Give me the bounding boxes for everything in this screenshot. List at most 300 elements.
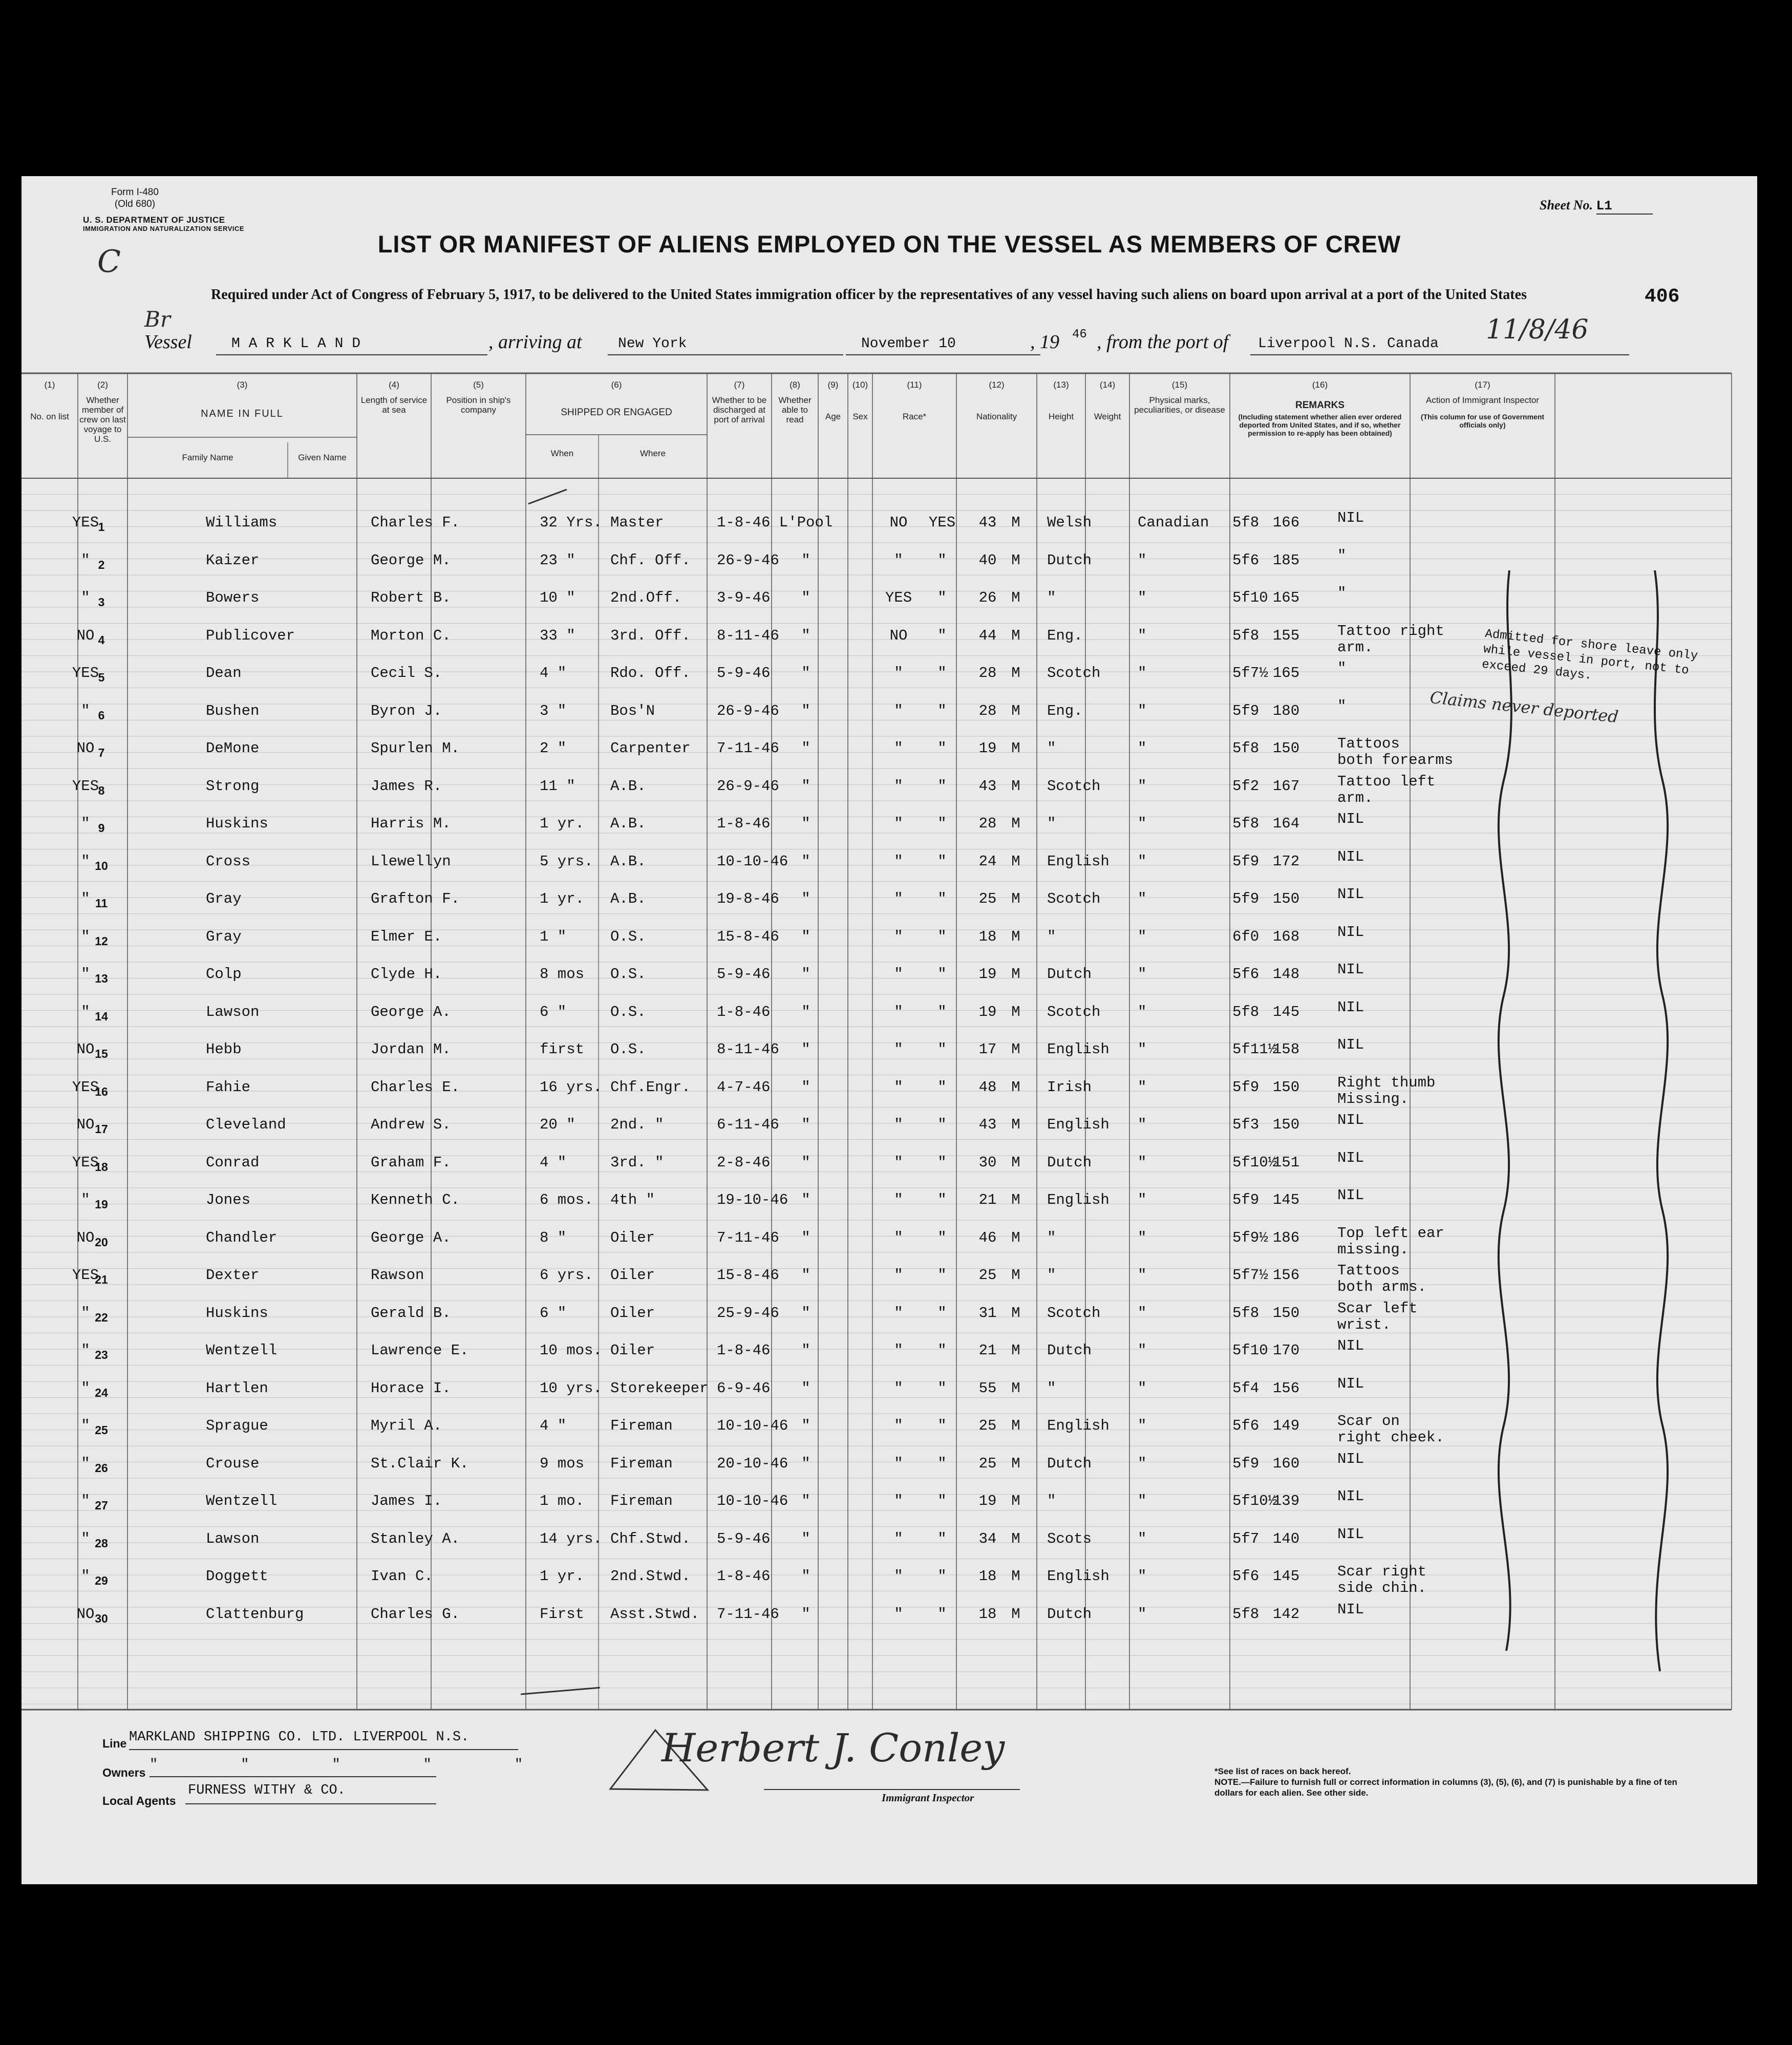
cell-given: Kenneth C.: [371, 1191, 460, 1208]
cell-position: A.B.: [610, 777, 646, 795]
cell-position: Carpenter: [610, 740, 691, 757]
row-number: 14: [95, 1009, 108, 1023]
cell-race: ": [1047, 815, 1056, 832]
cell-prev: YES: [72, 514, 99, 531]
cell-sex: M: [1011, 514, 1020, 531]
cell-where: ": [801, 740, 810, 757]
cell-where: L'Pool: [779, 514, 833, 531]
cell-race: English: [1047, 1116, 1110, 1133]
cell-marks: Tattoo right arm.: [1337, 622, 1444, 656]
cell-marks: NIL: [1337, 1112, 1364, 1128]
cell-sex: M: [1011, 1116, 1020, 1133]
cell-nat: ": [1138, 1154, 1147, 1171]
remarks-stamp: Admitted for shore leave only while vessel in port, not to exceed 29 days.: [1481, 627, 1699, 684]
form-number: Form I-480: [111, 187, 159, 198]
cell-nat: ": [1138, 1267, 1147, 1284]
cell-age: 25: [978, 1267, 997, 1284]
cell-read: ": [937, 1379, 947, 1397]
cell-nat: ": [1138, 1229, 1147, 1246]
cell-service: First: [540, 1605, 585, 1623]
cell-family: Dean: [206, 665, 242, 681]
cell-race: Scotch: [1047, 665, 1101, 681]
owners-label: Owners: [102, 1766, 146, 1779]
cell-service: 6 ": [540, 1304, 567, 1322]
cell-position: O.S.: [610, 928, 646, 945]
cell-when: 25-9-46: [717, 1304, 779, 1322]
cell-disch: ": [894, 1530, 903, 1547]
cell-race: English: [1047, 1041, 1110, 1058]
cell-race: ": [1047, 1379, 1056, 1397]
cell-read: ": [937, 1493, 947, 1509]
cell-sex: M: [1011, 1455, 1020, 1472]
row-number: 8: [98, 783, 105, 797]
cell-sex: M: [1011, 551, 1020, 569]
cell-where: ": [801, 890, 810, 907]
cell-marks: Scar on right cheek.: [1337, 1413, 1444, 1446]
cell-marks: NIL: [1337, 923, 1364, 941]
cell-service: 16 yrs.: [540, 1078, 602, 1096]
cell-age: 43: [978, 777, 997, 795]
cell-weight: 150: [1272, 1304, 1300, 1322]
cell-service: 14 yrs.: [540, 1530, 602, 1547]
cell-age: 19: [978, 966, 997, 983]
races-note: *See list of races on back hereof.: [1214, 1766, 1351, 1776]
cell-height: 5f6: [1232, 966, 1260, 983]
year-suffix: 46: [1072, 328, 1087, 342]
cell-disch: ": [894, 1342, 903, 1359]
cell-disch: ": [894, 740, 903, 757]
cell-service: 6 ": [540, 1003, 567, 1020]
cell-disch: ": [894, 815, 903, 832]
cell-race: English: [1047, 1191, 1110, 1208]
cell-race: Dutch: [1047, 1455, 1092, 1472]
cell-position: Fireman: [610, 1455, 673, 1472]
cell-race: ": [1047, 589, 1056, 606]
cell-disch: ": [894, 1003, 903, 1020]
cell-service: 1 yr.: [540, 1568, 585, 1585]
row-number: 4: [98, 633, 105, 647]
cell-position: 2nd.Off.: [610, 589, 682, 606]
cell-height: 5f8: [1232, 1003, 1260, 1020]
remarks-handwritten: Claims never deported: [1429, 687, 1619, 727]
cell-where: ": [801, 1116, 810, 1133]
cell-given: Graham F.: [371, 1154, 451, 1171]
col-weight-header-num: (14): [1099, 380, 1116, 390]
col-when-header: When: [550, 449, 574, 458]
cell-read: ": [937, 1530, 947, 1547]
cell-service: 8 ": [540, 1229, 567, 1246]
cell-age: 43: [978, 514, 997, 531]
cell-weight: 186: [1272, 1229, 1300, 1246]
cell-given: Llewellyn: [371, 853, 451, 870]
arrival-date: November 10: [861, 336, 956, 352]
cell-service: first: [540, 1041, 585, 1058]
cell-where: ": [801, 1003, 810, 1020]
cell-disch: ": [894, 1041, 903, 1058]
cell-read: YES: [928, 514, 956, 531]
row-number: 27: [95, 1499, 108, 1512]
col-no-header-num: (1): [44, 380, 55, 390]
cell-prev: ": [81, 1417, 90, 1434]
cell-nat: ": [1138, 1605, 1147, 1623]
cell-service: 10 yrs.: [540, 1379, 602, 1397]
stamp-number: 406: [1645, 286, 1680, 308]
cell-prev: ": [81, 1493, 90, 1509]
cell-when: 10-10-46: [717, 1493, 788, 1509]
cell-where: ": [801, 1342, 810, 1359]
cell-read: ": [937, 1267, 947, 1284]
cell-weight: 151: [1272, 1154, 1300, 1171]
cell-where: ": [801, 966, 810, 983]
cell-where: ": [801, 1267, 810, 1284]
cell-position: 2nd. ": [610, 1116, 664, 1133]
col-height-header-num: (13): [1053, 380, 1069, 390]
cell-service: 4 ": [540, 1417, 567, 1434]
col-name-num: (3): [237, 380, 248, 390]
cell-family: Gray: [206, 890, 242, 907]
cell-marks: Scar right side chin.: [1337, 1563, 1427, 1596]
cell-weight: 164: [1272, 815, 1300, 832]
cell-sex: M: [1011, 1568, 1020, 1585]
cell-race: ": [1047, 740, 1056, 757]
cell-family: Conrad: [206, 1154, 260, 1171]
cell-race: Eng.: [1047, 702, 1083, 719]
cell-service: 32 Yrs.: [540, 514, 602, 531]
cell-read: ": [937, 1041, 947, 1058]
cell-given: George A.: [371, 1003, 451, 1020]
cell-race: English: [1047, 853, 1110, 870]
cell-when: 1-8-46: [717, 1342, 771, 1359]
cell-family: Lawson: [206, 1003, 260, 1020]
cell-height: 5f6: [1232, 1417, 1260, 1434]
sheet-label: Sheet No.: [1540, 198, 1593, 212]
cell-family: Lawson: [206, 1530, 260, 1547]
cell-weight: 145: [1272, 1003, 1300, 1020]
cell-read: ": [937, 551, 947, 569]
cell-family: Chandler: [206, 1229, 278, 1246]
cell-when: 19-8-46: [717, 890, 779, 907]
page-title: LIST OR MANIFEST OF ALIENS EMPLOYED ON THE VESSEL AS MEMBERS OF CREW: [377, 230, 1401, 258]
cell-age: 19: [978, 740, 997, 757]
cell-read: ": [937, 1078, 947, 1096]
cell-prev: NO: [76, 1116, 95, 1133]
cell-read: ": [937, 928, 947, 945]
cell-nat: ": [1138, 551, 1147, 569]
cell-height: 5f10½: [1232, 1154, 1277, 1171]
cell-position: 3rd. ": [610, 1154, 664, 1171]
cell-height: 5f2: [1232, 777, 1260, 795]
cell-where: ": [801, 777, 810, 795]
cell-race: Scotch: [1047, 1304, 1101, 1322]
cell-read: ": [937, 1191, 947, 1208]
cell-prev: NO: [76, 740, 95, 757]
row-number: 30: [95, 1611, 108, 1625]
cell-sex: M: [1011, 1379, 1020, 1397]
cell-service: 4 ": [540, 665, 567, 681]
cell-disch: YES: [885, 589, 912, 606]
from-port: Liverpool N.S. Canada: [1258, 336, 1439, 352]
cell-marks: NIL: [1337, 848, 1364, 865]
cell-nat: Canadian: [1138, 514, 1209, 531]
cell-race: Dutch: [1047, 966, 1092, 983]
cell-sex: M: [1011, 1304, 1020, 1322]
cell-when: 4-7-46: [717, 1078, 771, 1096]
cell-sex: M: [1011, 928, 1020, 945]
cell-family: Strong: [206, 777, 260, 795]
col-read-header-label: Whether able to read: [778, 395, 812, 424]
hand-date: 11/8/46: [1486, 314, 1589, 345]
cell-read: ": [937, 1154, 947, 1171]
cell-given: Lawrence E.: [371, 1342, 469, 1359]
col-age-header-label: Age: [825, 412, 841, 421]
cell-sex: M: [1011, 589, 1020, 606]
cell-disch: NO: [889, 627, 908, 644]
cell-age: 28: [978, 702, 997, 719]
cell-marks: Tattoo left arm.: [1337, 773, 1436, 806]
cell-given: Grafton F.: [371, 890, 460, 907]
arrival-port: New York: [618, 336, 687, 352]
cell-prev: YES: [72, 1154, 99, 1171]
cell-height: 5f10: [1232, 589, 1268, 606]
cell-nat: ": [1138, 1493, 1147, 1509]
col-position-header-label: Position in ship's company: [446, 395, 511, 415]
cell-race: Scotch: [1047, 777, 1101, 795]
cell-nat: ": [1138, 1417, 1147, 1434]
cell-family: Kaizer: [206, 551, 260, 569]
col-no-header-label: No. on list: [30, 412, 69, 421]
cell-when: 19-10-46: [717, 1191, 788, 1208]
cell-height: 5f9: [1232, 1078, 1260, 1096]
cell-position: A.B.: [610, 890, 646, 907]
cell-weight: 156: [1272, 1379, 1300, 1397]
cell-height: 5f9: [1232, 702, 1260, 719]
cell-marks: NIL: [1337, 998, 1364, 1016]
cell-race: English: [1047, 1417, 1110, 1434]
cell-nat: ": [1138, 815, 1147, 832]
cell-read: ": [937, 1605, 947, 1623]
col-family-header: Family Name: [182, 453, 233, 462]
cell-weight: 156: [1272, 1267, 1300, 1284]
cell-when: 26-9-46: [717, 702, 779, 719]
cell-read: ": [937, 665, 947, 681]
row-number: 15: [95, 1047, 108, 1060]
cell-weight: 140: [1272, 1530, 1300, 1547]
cell-where: ": [801, 1605, 810, 1623]
col-where-header: Where: [639, 449, 666, 458]
cell-position: Master: [610, 514, 664, 531]
cell-read: ": [937, 740, 947, 757]
cell-marks: NIL: [1337, 1337, 1364, 1354]
cell-marks: Scar left wrist.: [1337, 1300, 1418, 1333]
row-number: 19: [95, 1198, 108, 1211]
from-label: , from the port of: [1097, 331, 1229, 353]
row-number: 17: [95, 1122, 108, 1136]
cell-where: ": [801, 1078, 810, 1096]
row-number: 29: [95, 1574, 108, 1587]
cell-read: ": [937, 1229, 947, 1246]
col-nationality-header-num: (12): [989, 380, 1005, 390]
row-number: 24: [95, 1386, 108, 1399]
cell-disch: ": [894, 702, 903, 719]
col-shipped-header: SHIPPED OR ENGAGED: [561, 407, 672, 418]
cell-read: ": [937, 853, 947, 870]
cell-age: 25: [978, 1455, 997, 1472]
cell-age: 44: [978, 627, 997, 644]
row-number: 12: [95, 934, 108, 948]
cell-when: 6-11-46: [717, 1116, 779, 1133]
cell-family: Dexter: [206, 1267, 260, 1284]
page-subtitle: Required under Act of Congress of February 5, 1917, to be delivered to the United States immigration officer by the representatives of any vessel having such aliens on board upon arrival at a port of the United States: [211, 287, 1527, 303]
cell-prev: ": [81, 928, 90, 945]
cell-prev: ": [81, 853, 90, 870]
cell-race: ": [1047, 1267, 1056, 1284]
row-number: 23: [95, 1348, 108, 1361]
cell-marks: Top left ear missing.: [1337, 1224, 1444, 1258]
cell-marks: NIL: [1337, 886, 1364, 903]
cell-age: 17: [978, 1041, 997, 1058]
cell-marks: Tattoos both arms.: [1337, 1262, 1427, 1295]
cell-disch: ": [894, 928, 903, 945]
cell-service: 11 ": [540, 777, 575, 795]
cell-prev: YES: [72, 777, 99, 795]
cell-nat: ": [1138, 1116, 1147, 1133]
cell-given: Horace I.: [371, 1379, 451, 1397]
cell-height: 5f9: [1232, 890, 1260, 907]
cell-prev: ": [81, 1342, 90, 1359]
year-prefix: , 19: [1030, 331, 1059, 353]
cell-position: Fireman: [610, 1493, 673, 1509]
cell-given: St.Clair K.: [371, 1455, 469, 1472]
cell-service: 8 mos: [540, 966, 585, 983]
row-number: 18: [95, 1160, 108, 1174]
cell-race: Dutch: [1047, 1342, 1092, 1359]
cell-read: ": [937, 1417, 947, 1434]
cell-read: ": [937, 702, 947, 719]
cell-weight: 167: [1272, 777, 1300, 795]
cell-sex: M: [1011, 1493, 1020, 1509]
col-sex-header-num: (10): [852, 380, 868, 390]
cell-prev: ": [81, 966, 90, 983]
cell-marks: ": [1337, 585, 1347, 602]
cell-disch: NO: [889, 514, 908, 531]
cell-weight: 142: [1272, 1605, 1300, 1623]
cell-disch: ": [894, 966, 903, 983]
cell-family: Williams: [206, 514, 278, 531]
vessel-name: M A R K L A N D: [231, 336, 361, 352]
line-label: Line: [102, 1737, 127, 1750]
cell-position: Oiler: [610, 1304, 655, 1322]
cell-disch: ": [894, 1568, 903, 1585]
cell-height: 5f11½: [1232, 1041, 1277, 1058]
cell-service: 9 mos: [540, 1455, 585, 1472]
cell-age: 25: [978, 1417, 997, 1434]
cell-prev: ": [81, 589, 90, 606]
cell-age: 31: [978, 1304, 997, 1322]
cell-age: 40: [978, 551, 997, 569]
cell-weight: 155: [1272, 627, 1300, 644]
cell-position: 4th ": [610, 1191, 655, 1208]
cell-when: 7-11-46: [717, 740, 779, 757]
cell-position: Oiler: [610, 1229, 655, 1246]
cell-disch: ": [894, 1078, 903, 1096]
cell-race: Dutch: [1047, 1605, 1092, 1623]
cell-given: Charles E.: [371, 1078, 460, 1096]
cell-sex: M: [1011, 1191, 1020, 1208]
cell-weight: 172: [1272, 853, 1300, 870]
cell-given: George A.: [371, 1229, 451, 1246]
cell-where: ": [801, 1304, 810, 1322]
cell-when: 10-10-46: [717, 1417, 788, 1434]
cell-prev: NO: [76, 1229, 95, 1246]
cell-family: Hartlen: [206, 1379, 268, 1397]
cell-sex: M: [1011, 702, 1020, 719]
cell-age: 55: [978, 1379, 997, 1397]
cell-height: 5f9½: [1232, 1229, 1268, 1246]
cell-nat: ": [1138, 627, 1147, 644]
col-height-header-label: Height: [1048, 412, 1074, 421]
cell-sex: M: [1011, 1530, 1020, 1547]
row-number: 25: [95, 1423, 108, 1437]
cell-height: 5f10½: [1232, 1493, 1277, 1509]
cell-nat: ": [1138, 1003, 1147, 1020]
cell-age: 18: [978, 1605, 997, 1623]
cell-when: 10-10-46: [717, 853, 788, 870]
cell-marks: NIL: [1337, 1450, 1364, 1467]
cell-age: 18: [978, 928, 997, 945]
row-number: 5: [98, 671, 105, 684]
cell-given: George M.: [371, 551, 451, 569]
cell-marks: NIL: [1337, 1601, 1364, 1618]
cell-service: 4 ": [540, 1154, 567, 1171]
cell-age: 28: [978, 815, 997, 832]
cell-sex: M: [1011, 1154, 1020, 1171]
cell-given: Robert B.: [371, 589, 451, 606]
row-number: 2: [98, 558, 105, 571]
cell-position: 2nd.Stwd.: [610, 1568, 691, 1585]
cell-when: 26-9-46: [717, 777, 779, 795]
col-remarks-header-sub: (Including statement whether alien ever ordered deported from United States, and if so, whether permission to re-apply has been obtained): [1238, 413, 1402, 437]
col-remarks-header-label: REMARKS: [1295, 400, 1345, 411]
cell-service: 20 ": [540, 1116, 575, 1133]
cell-height: 5f9: [1232, 1455, 1260, 1472]
cell-given: Myril A.: [371, 1417, 442, 1434]
cell-disch: ": [894, 1379, 903, 1397]
cell-weight: 158: [1272, 1041, 1300, 1058]
cell-race: English: [1047, 1568, 1110, 1585]
cell-family: Sprague: [206, 1417, 268, 1434]
cell-read: ": [937, 627, 947, 644]
cell-sex: M: [1011, 1267, 1020, 1284]
cell-nat: ": [1138, 1191, 1147, 1208]
hand-mark: Br: [144, 307, 170, 332]
cell-age: 48: [978, 1078, 997, 1096]
cell-race: Scots: [1047, 1530, 1092, 1547]
cell-where: ": [801, 1154, 810, 1171]
cell-nat: ": [1138, 1041, 1147, 1058]
cell-disch: ": [894, 1417, 903, 1434]
cell-prev: YES: [72, 1078, 99, 1096]
cell-prev: YES: [72, 665, 99, 681]
cell-disch: ": [894, 1154, 903, 1171]
cell-when: 6-9-46: [717, 1379, 771, 1397]
col-shipped-num: (6): [611, 380, 622, 390]
cell-age: 24: [978, 853, 997, 870]
cell-family: Huskins: [206, 815, 268, 832]
cell-sex: M: [1011, 890, 1020, 907]
cell-where: ": [801, 1455, 810, 1472]
cell-read: ": [937, 777, 947, 795]
cell-nat: ": [1138, 665, 1147, 681]
